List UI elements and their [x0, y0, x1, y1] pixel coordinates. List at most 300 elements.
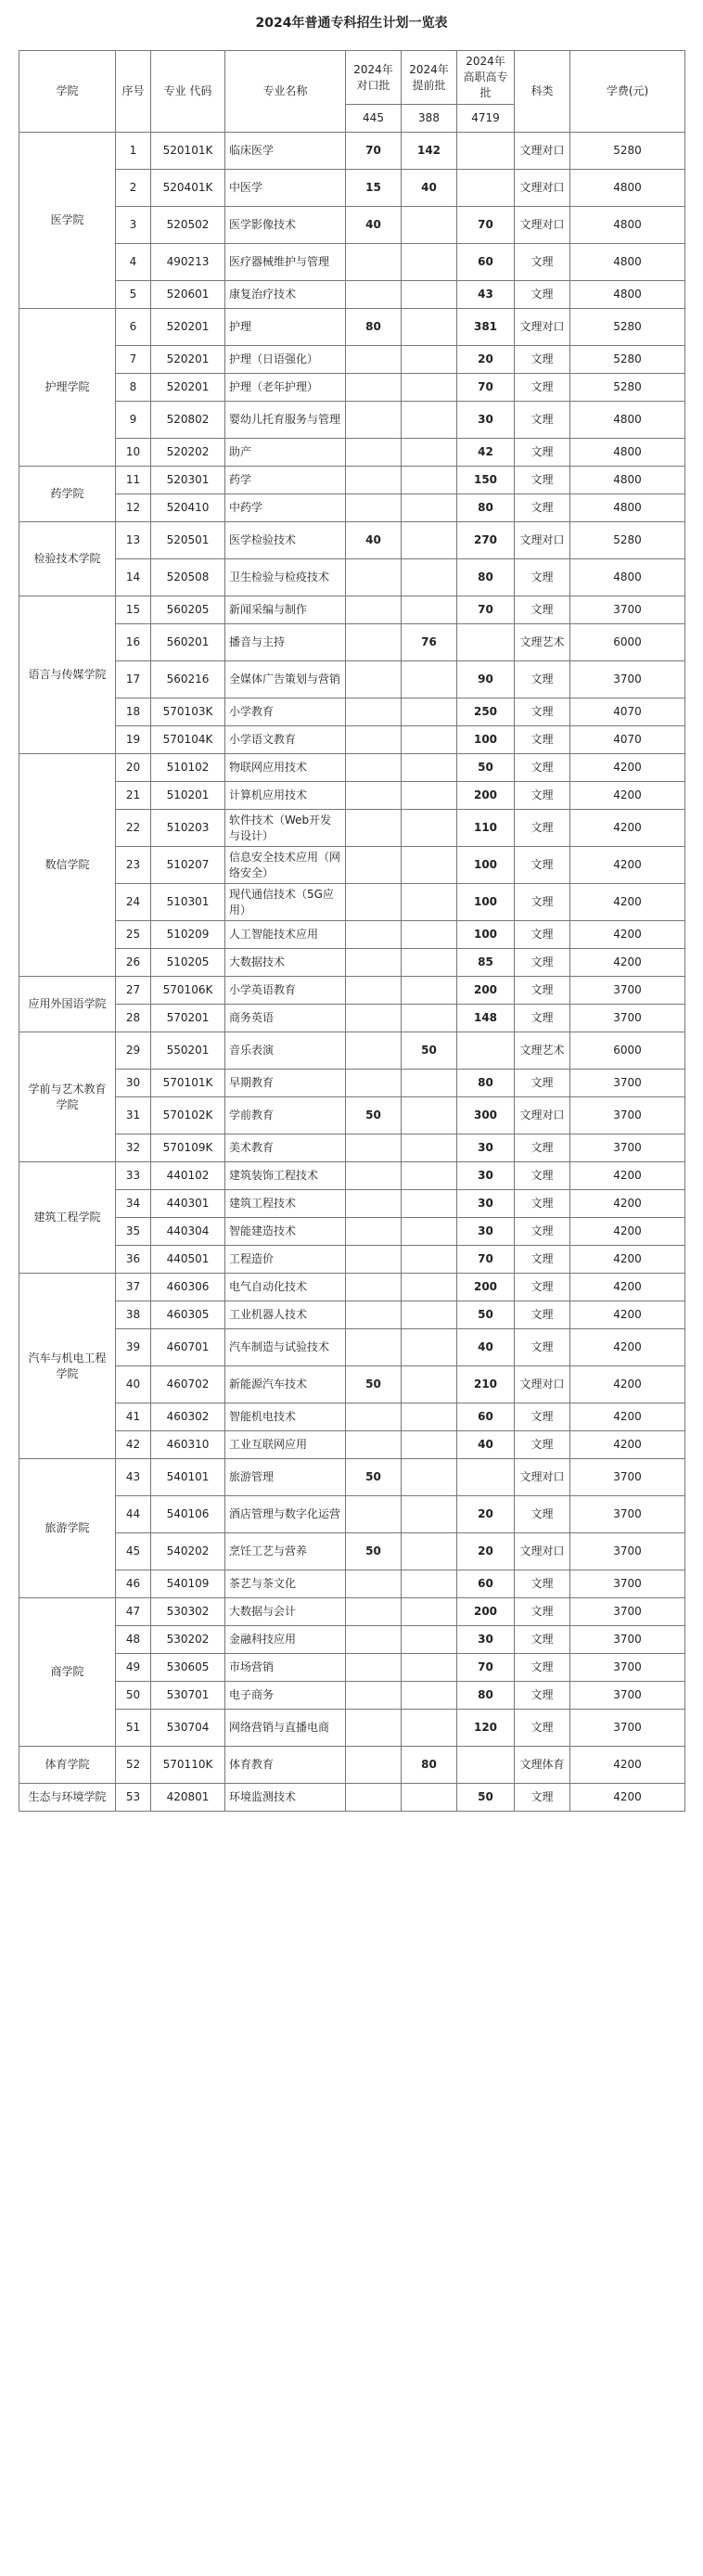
table-row [19, 1097, 685, 1134]
row-no-cell: 21 [116, 782, 151, 810]
fee-cell: 4200 [570, 1329, 685, 1366]
gaozhi-count-cell: 30 [457, 1626, 515, 1654]
total-gaozhi: 4719 [457, 105, 515, 133]
fee-cell: 5280 [570, 133, 685, 170]
major-name-cell: 医学检验技术 [225, 522, 346, 559]
table-row [19, 1747, 685, 1784]
row-no-cell: 35 [116, 1218, 151, 1246]
gaozhi-count-cell: 43 [457, 281, 515, 309]
duikou-count-cell [346, 921, 402, 949]
row-no-cell: 3 [116, 207, 151, 244]
table-row [19, 559, 685, 596]
table-row [19, 309, 685, 346]
major-name-cell: 建筑装饰工程技术 [225, 1162, 346, 1190]
table-row [19, 1134, 685, 1162]
gaozhi-count-cell: 70 [457, 596, 515, 624]
major-name-cell: 计算机应用技术 [225, 782, 346, 810]
major-code-cell: 570110K [151, 1747, 225, 1784]
major-name-cell: 康复治疗技术 [225, 281, 346, 309]
kelei-cell: 文理对口 [515, 522, 570, 559]
major-code-cell: 520301 [151, 467, 225, 494]
major-name-cell: 信息安全技术应用（网络安全） [225, 847, 346, 884]
row-no-cell: 36 [116, 1246, 151, 1274]
kelei-cell: 文理体育 [515, 1747, 570, 1784]
fee-cell: 4200 [570, 1747, 685, 1784]
duikou-count-cell [346, 810, 402, 847]
major-code-cell: 440304 [151, 1218, 225, 1246]
major-name-cell: 旅游管理 [225, 1459, 346, 1496]
fee-cell: 3700 [570, 1134, 685, 1162]
tiqian-count-cell [402, 1070, 457, 1097]
row-no-cell: 12 [116, 494, 151, 522]
major-code-cell: 530202 [151, 1626, 225, 1654]
fee-cell: 3700 [570, 1710, 685, 1747]
major-name-cell: 医疗器械维护与管理 [225, 244, 346, 281]
major-name-cell: 护理（老年护理） [225, 374, 346, 402]
college-cell: 检验技术学院 [19, 522, 116, 596]
tiqian-count-cell [402, 661, 457, 698]
tiqian-count-cell [402, 596, 457, 624]
major-name-cell: 药学 [225, 467, 346, 494]
duikou-count-cell [346, 1032, 402, 1070]
duikou-count-cell: 50 [346, 1097, 402, 1134]
row-no-cell: 11 [116, 467, 151, 494]
row-no-cell: 44 [116, 1496, 151, 1533]
major-name-cell: 护理（日语强化） [225, 346, 346, 374]
major-code-cell: 520601 [151, 281, 225, 309]
tiqian-count-cell [402, 494, 457, 522]
row-no-cell: 4 [116, 244, 151, 281]
major-name-cell: 婴幼儿托育服务与管理 [225, 402, 346, 439]
college-cell: 体育学院 [19, 1747, 116, 1784]
table-row [19, 170, 685, 207]
kelei-cell: 文理 [515, 494, 570, 522]
tiqian-count-cell [402, 1570, 457, 1598]
gaozhi-count-cell: 100 [457, 847, 515, 884]
tiqian-count-cell [402, 522, 457, 559]
fee-cell: 3700 [570, 1097, 685, 1134]
total-tiqian: 388 [402, 105, 457, 133]
gaozhi-count-cell: 70 [457, 1246, 515, 1274]
duikou-count-cell [346, 782, 402, 810]
kelei-cell: 文理 [515, 596, 570, 624]
kelei-cell: 文理 [515, 726, 570, 754]
major-name-cell: 人工智能技术应用 [225, 921, 346, 949]
duikou-count-cell: 50 [346, 1459, 402, 1496]
major-name-cell: 工业互联网应用 [225, 1431, 346, 1459]
major-name-cell: 金融科技应用 [225, 1626, 346, 1654]
row-no-cell: 52 [116, 1747, 151, 1784]
kelei-cell: 文理 [515, 1162, 570, 1190]
fee-cell: 6000 [570, 1032, 685, 1070]
table-row [19, 754, 685, 782]
fee-cell: 4800 [570, 439, 685, 467]
tiqian-count-cell [402, 847, 457, 884]
major-name-cell: 酒店管理与数字化运营 [225, 1496, 346, 1533]
tiqian-count-cell [402, 1218, 457, 1246]
gaozhi-count-cell: 110 [457, 810, 515, 847]
row-no-cell: 29 [116, 1032, 151, 1070]
row-no-cell: 26 [116, 949, 151, 977]
tiqian-count-cell [402, 281, 457, 309]
gaozhi-count-cell: 80 [457, 1070, 515, 1097]
kelei-cell: 文理艺术 [515, 624, 570, 661]
table-row [19, 1366, 685, 1403]
duikou-count-cell: 15 [346, 170, 402, 207]
tiqian-count-cell [402, 1274, 457, 1301]
tiqian-count-cell [402, 1496, 457, 1533]
tiqian-count-cell [402, 1533, 457, 1570]
gaozhi-count-cell: 270 [457, 522, 515, 559]
kelei-cell: 文理 [515, 1134, 570, 1162]
table-row [19, 1070, 685, 1097]
gaozhi-count-cell [457, 1747, 515, 1784]
fee-cell: 4800 [570, 207, 685, 244]
gaozhi-count-cell: 80 [457, 559, 515, 596]
gaozhi-count-cell [457, 1459, 515, 1496]
table-row [19, 374, 685, 402]
tiqian-count-cell [402, 402, 457, 439]
duikou-count-cell [346, 698, 402, 726]
duikou-count-cell [346, 754, 402, 782]
table-body [19, 133, 685, 1812]
major-name-cell: 智能机电技术 [225, 1403, 346, 1431]
kelei-cell: 文理 [515, 1190, 570, 1218]
kelei-cell: 文理 [515, 977, 570, 1005]
kelei-cell: 文理 [515, 402, 570, 439]
kelei-cell: 文理 [515, 439, 570, 467]
fee-cell: 3700 [570, 1496, 685, 1533]
major-code-cell: 560201 [151, 624, 225, 661]
fee-cell: 4200 [570, 1162, 685, 1190]
row-no-cell: 5 [116, 281, 151, 309]
tiqian-count-cell [402, 1626, 457, 1654]
duikou-count-cell [346, 1329, 402, 1366]
kelei-cell: 文理 [515, 1784, 570, 1812]
fee-cell: 3700 [570, 596, 685, 624]
college-cell: 生态与环境学院 [19, 1784, 116, 1812]
gaozhi-count-cell: 90 [457, 661, 515, 698]
major-code-cell: 570109K [151, 1134, 225, 1162]
major-code-cell: 570103K [151, 698, 225, 726]
college-cell: 数信学院 [19, 754, 116, 977]
kelei-cell: 文理对口 [515, 1097, 570, 1134]
gaozhi-count-cell: 20 [457, 1533, 515, 1570]
kelei-cell: 文理 [515, 782, 570, 810]
duikou-count-cell [346, 1301, 402, 1329]
table-row [19, 207, 685, 244]
major-code-cell: 520101K [151, 133, 225, 170]
duikou-count-cell [346, 1570, 402, 1598]
duikou-count-cell [346, 1598, 402, 1626]
duikou-count-cell [346, 661, 402, 698]
gaozhi-count-cell: 250 [457, 698, 515, 726]
row-no-cell: 33 [116, 1162, 151, 1190]
major-name-cell: 临床医学 [225, 133, 346, 170]
row-no-cell: 30 [116, 1070, 151, 1097]
table-row [19, 810, 685, 847]
gaozhi-count-cell: 300 [457, 1097, 515, 1134]
duikou-count-cell [346, 596, 402, 624]
tiqian-count-cell [402, 1134, 457, 1162]
duikou-count-cell [346, 1162, 402, 1190]
table-row [19, 467, 685, 494]
kelei-cell: 文理对口 [515, 170, 570, 207]
duikou-count-cell [346, 494, 402, 522]
fee-cell: 5280 [570, 309, 685, 346]
duikou-count-cell [346, 1190, 402, 1218]
row-no-cell: 50 [116, 1682, 151, 1710]
kelei-cell: 文理 [515, 1005, 570, 1032]
major-name-cell: 工程造价 [225, 1246, 346, 1274]
major-code-cell: 530302 [151, 1598, 225, 1626]
kelei-cell: 文理 [515, 346, 570, 374]
major-code-cell: 540106 [151, 1496, 225, 1533]
major-name-cell: 全媒体广告策划与营销 [225, 661, 346, 698]
fee-cell: 4200 [570, 1366, 685, 1403]
college-cell: 医学院 [19, 133, 116, 309]
major-name-cell: 中药学 [225, 494, 346, 522]
major-name-cell: 早期教育 [225, 1070, 346, 1097]
tiqian-count-cell: 142 [402, 133, 457, 170]
header-code: 专业 代码 [151, 51, 225, 133]
major-code-cell: 460302 [151, 1403, 225, 1431]
table-row [19, 1598, 685, 1626]
table-row [19, 402, 685, 439]
tiqian-count-cell: 76 [402, 624, 457, 661]
major-name-cell: 商务英语 [225, 1005, 346, 1032]
fee-cell: 3700 [570, 977, 685, 1005]
table-row [19, 494, 685, 522]
tiqian-count-cell [402, 1403, 457, 1431]
header-no: 序号 [116, 51, 151, 133]
gaozhi-count-cell: 70 [457, 1654, 515, 1682]
major-code-cell: 560205 [151, 596, 225, 624]
gaozhi-count-cell: 80 [457, 1682, 515, 1710]
kelei-cell: 文理对口 [515, 207, 570, 244]
header-tiqian: 2024年提前批 [402, 51, 457, 105]
gaozhi-count-cell: 100 [457, 884, 515, 921]
duikou-count-cell [346, 1682, 402, 1710]
major-name-cell: 烹饪工艺与营养 [225, 1533, 346, 1570]
tiqian-count-cell [402, 884, 457, 921]
tiqian-count-cell: 40 [402, 170, 457, 207]
fee-cell: 4200 [570, 847, 685, 884]
major-name-cell: 大数据技术 [225, 949, 346, 977]
row-no-cell: 15 [116, 596, 151, 624]
major-name-cell: 工业机器人技术 [225, 1301, 346, 1329]
college-cell: 学前与艺术教育学院 [19, 1032, 116, 1162]
row-no-cell: 34 [116, 1190, 151, 1218]
gaozhi-count-cell: 30 [457, 1190, 515, 1218]
tiqian-count-cell [402, 207, 457, 244]
major-name-cell: 市场营销 [225, 1654, 346, 1682]
kelei-cell: 文理对口 [515, 1366, 570, 1403]
college-cell: 语言与传媒学院 [19, 596, 116, 754]
major-code-cell: 460702 [151, 1366, 225, 1403]
table-row [19, 1533, 685, 1570]
fee-cell: 4200 [570, 1246, 685, 1274]
major-name-cell: 小学教育 [225, 698, 346, 726]
table-row [19, 1459, 685, 1496]
kelei-cell: 文理 [515, 1403, 570, 1431]
table-row [19, 1218, 685, 1246]
college-cell: 商学院 [19, 1598, 116, 1747]
major-code-cell: 520201 [151, 309, 225, 346]
duikou-count-cell [346, 374, 402, 402]
gaozhi-count-cell: 80 [457, 494, 515, 522]
major-code-cell: 520802 [151, 402, 225, 439]
kelei-cell: 文理 [515, 1329, 570, 1366]
row-no-cell: 17 [116, 661, 151, 698]
table-row [19, 1274, 685, 1301]
major-code-cell: 510301 [151, 884, 225, 921]
major-code-cell: 460305 [151, 1301, 225, 1329]
major-name-cell: 大数据与会计 [225, 1598, 346, 1626]
row-no-cell: 23 [116, 847, 151, 884]
duikou-count-cell [346, 1496, 402, 1533]
kelei-cell: 文理 [515, 1682, 570, 1710]
row-no-cell: 2 [116, 170, 151, 207]
gaozhi-count-cell: 20 [457, 1496, 515, 1533]
gaozhi-count-cell: 20 [457, 346, 515, 374]
row-no-cell: 47 [116, 1598, 151, 1626]
kelei-cell: 文理对口 [515, 1533, 570, 1570]
gaozhi-count-cell: 50 [457, 1784, 515, 1812]
table-row [19, 1626, 685, 1654]
major-code-cell: 570101K [151, 1070, 225, 1097]
row-no-cell: 13 [116, 522, 151, 559]
kelei-cell: 文理 [515, 1274, 570, 1301]
kelei-cell: 文理 [515, 949, 570, 977]
header-major: 专业名称 [225, 51, 346, 133]
fee-cell: 4200 [570, 949, 685, 977]
major-code-cell: 550201 [151, 1032, 225, 1070]
kelei-cell: 文理 [515, 1431, 570, 1459]
table-row [19, 921, 685, 949]
fee-cell: 3700 [570, 1570, 685, 1598]
fee-cell: 3700 [570, 1654, 685, 1682]
gaozhi-count-cell: 40 [457, 1431, 515, 1459]
fee-cell: 3700 [570, 661, 685, 698]
row-no-cell: 7 [116, 346, 151, 374]
major-code-cell: 440301 [151, 1190, 225, 1218]
header-kelei: 科类 [515, 51, 570, 133]
row-no-cell: 20 [116, 754, 151, 782]
fee-cell: 4200 [570, 754, 685, 782]
major-code-cell: 460310 [151, 1431, 225, 1459]
fee-cell: 4200 [570, 1190, 685, 1218]
tiqian-count-cell [402, 726, 457, 754]
gaozhi-count-cell [457, 170, 515, 207]
major-name-cell: 音乐表演 [225, 1032, 346, 1070]
row-no-cell: 31 [116, 1097, 151, 1134]
table-row [19, 949, 685, 977]
kelei-cell: 文理艺术 [515, 1032, 570, 1070]
row-no-cell: 28 [116, 1005, 151, 1032]
tiqian-count-cell [402, 1005, 457, 1032]
table-row [19, 624, 685, 661]
gaozhi-count-cell: 200 [457, 1598, 515, 1626]
major-name-cell: 建筑工程技术 [225, 1190, 346, 1218]
kelei-cell: 文理 [515, 244, 570, 281]
duikou-count-cell [346, 847, 402, 884]
table-row [19, 698, 685, 726]
kelei-cell: 文理 [515, 661, 570, 698]
kelei-cell: 文理 [515, 467, 570, 494]
major-name-cell: 网络营销与直播电商 [225, 1710, 346, 1747]
major-code-cell: 520501 [151, 522, 225, 559]
row-no-cell: 16 [116, 624, 151, 661]
tiqian-count-cell [402, 1654, 457, 1682]
major-name-cell: 电气自动化技术 [225, 1274, 346, 1301]
tiqian-count-cell [402, 1301, 457, 1329]
fee-cell: 4200 [570, 1403, 685, 1431]
header-fee: 学费(元) [570, 51, 685, 133]
duikou-count-cell [346, 1747, 402, 1784]
duikou-count-cell [346, 1784, 402, 1812]
major-code-cell: 440501 [151, 1246, 225, 1274]
fee-cell: 3700 [570, 1598, 685, 1626]
kelei-cell: 文理 [515, 884, 570, 921]
table-row [19, 1496, 685, 1533]
duikou-count-cell [346, 559, 402, 596]
table-row [19, 522, 685, 559]
kelei-cell: 文理 [515, 1626, 570, 1654]
kelei-cell: 文理 [515, 1710, 570, 1747]
row-no-cell: 46 [116, 1570, 151, 1598]
gaozhi-count-cell: 381 [457, 309, 515, 346]
gaozhi-count-cell: 70 [457, 207, 515, 244]
duikou-count-cell [346, 281, 402, 309]
row-no-cell: 40 [116, 1366, 151, 1403]
duikou-count-cell [346, 949, 402, 977]
kelei-cell: 文理对口 [515, 309, 570, 346]
duikou-count-cell [346, 1218, 402, 1246]
table-row [19, 1190, 685, 1218]
gaozhi-count-cell [457, 624, 515, 661]
header-duikou: 2024年对口批 [346, 51, 402, 105]
fee-cell: 4200 [570, 1431, 685, 1459]
tiqian-count-cell [402, 1162, 457, 1190]
major-code-cell: 570201 [151, 1005, 225, 1032]
major-name-cell: 学前教育 [225, 1097, 346, 1134]
tiqian-count-cell [402, 782, 457, 810]
gaozhi-count-cell: 50 [457, 1301, 515, 1329]
tiqian-count-cell [402, 949, 457, 977]
major-code-cell: 560216 [151, 661, 225, 698]
major-code-cell: 440102 [151, 1162, 225, 1190]
duikou-count-cell [346, 624, 402, 661]
row-no-cell: 19 [116, 726, 151, 754]
tiqian-count-cell [402, 374, 457, 402]
tiqian-count-cell [402, 1459, 457, 1496]
college-cell: 建筑工程学院 [19, 1162, 116, 1274]
table-row [19, 1682, 685, 1710]
major-code-cell: 420801 [151, 1784, 225, 1812]
row-no-cell: 9 [116, 402, 151, 439]
tiqian-count-cell: 50 [402, 1032, 457, 1070]
row-no-cell: 37 [116, 1274, 151, 1301]
gaozhi-count-cell: 50 [457, 754, 515, 782]
fee-cell: 5280 [570, 346, 685, 374]
duikou-count-cell [346, 402, 402, 439]
major-name-cell: 环境监测技术 [225, 1784, 346, 1812]
fee-cell: 4800 [570, 244, 685, 281]
row-no-cell: 24 [116, 884, 151, 921]
gaozhi-count-cell: 148 [457, 1005, 515, 1032]
kelei-cell: 文理 [515, 810, 570, 847]
